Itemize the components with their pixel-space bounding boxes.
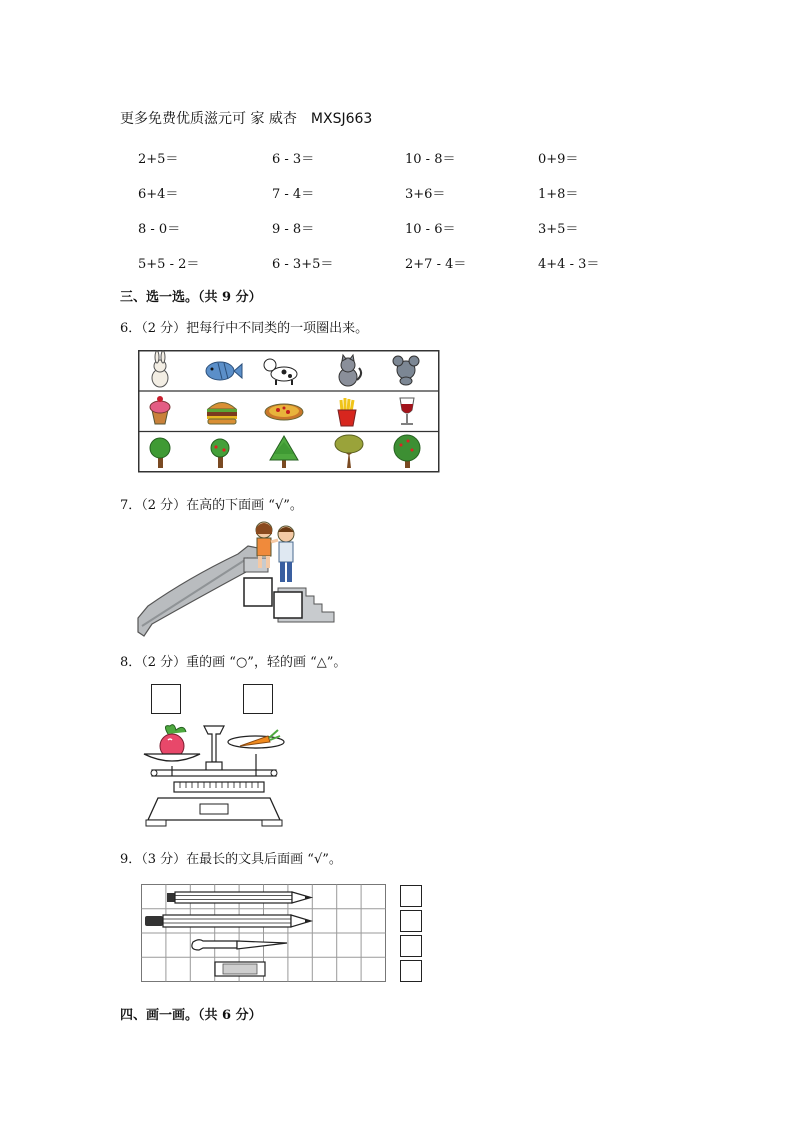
equation: 8 - 0＝: [138, 222, 181, 237]
section-title: 四、画一画。（共 6 分）: [120, 1008, 262, 1023]
equation: 3+6＝: [405, 187, 446, 202]
pencil-icon: [145, 915, 311, 927]
boy-icon: [278, 526, 294, 582]
equation: 6 - 3+5＝: [272, 257, 334, 272]
page-header: 更多免费优质滋元可 家 威杏 MXSJ663: [120, 111, 373, 127]
question-9: 9．（3 分）在最长的文具后面画 “√”。: [120, 852, 342, 867]
q7-slide-picture: [138, 518, 342, 638]
answer-box[interactable]: [243, 684, 273, 714]
answer-box[interactable]: [274, 592, 302, 618]
equation: 3+5＝: [538, 222, 579, 237]
equation: 5+5 - 2＝: [138, 257, 200, 272]
equation: 10 - 8＝: [405, 152, 456, 167]
equation: 6 - 3＝: [272, 152, 315, 167]
answer-box[interactable]: [151, 684, 181, 714]
question-8: 8．（2 分）重的画 “○”，轻的画 “△”。: [120, 655, 347, 670]
equation: 0+9＝: [538, 152, 579, 167]
equation: 1+8＝: [538, 187, 579, 202]
equation: 6+4＝: [138, 187, 179, 202]
equation: 2+5＝: [138, 152, 179, 167]
equation: 2+7 - 4＝: [405, 257, 467, 272]
equation: 10 - 6＝: [405, 222, 456, 237]
answer-box[interactable]: [400, 885, 422, 907]
eraser-icon: [215, 962, 265, 976]
pizza-icon: [265, 404, 303, 420]
question-6: 6．（2 分）把每行中不同类的一项圈出来。: [120, 321, 369, 336]
knife-icon: [192, 940, 287, 950]
equation: 7 - 4＝: [272, 187, 315, 202]
section-title: 三、选一选。（共 9 分）: [120, 290, 262, 305]
q6-picture-table: [138, 350, 440, 474]
answer-box[interactable]: [400, 960, 422, 982]
q9-stationery-grid: [141, 884, 387, 984]
q8-balance-scale: [140, 724, 288, 830]
radish-icon: [160, 725, 186, 758]
answer-box[interactable]: [400, 910, 422, 932]
pencil-icon: [167, 892, 311, 903]
hamburger-icon: [207, 403, 237, 425]
question-7: 7．（2 分）在高的下面画 “√”。: [120, 498, 303, 513]
equation: 4+4 - 3＝: [538, 257, 600, 272]
answer-box[interactable]: [400, 935, 422, 957]
girl-icon: [256, 522, 278, 568]
equation: 9 - 8＝: [272, 222, 315, 237]
answer-box[interactable]: [244, 578, 272, 606]
